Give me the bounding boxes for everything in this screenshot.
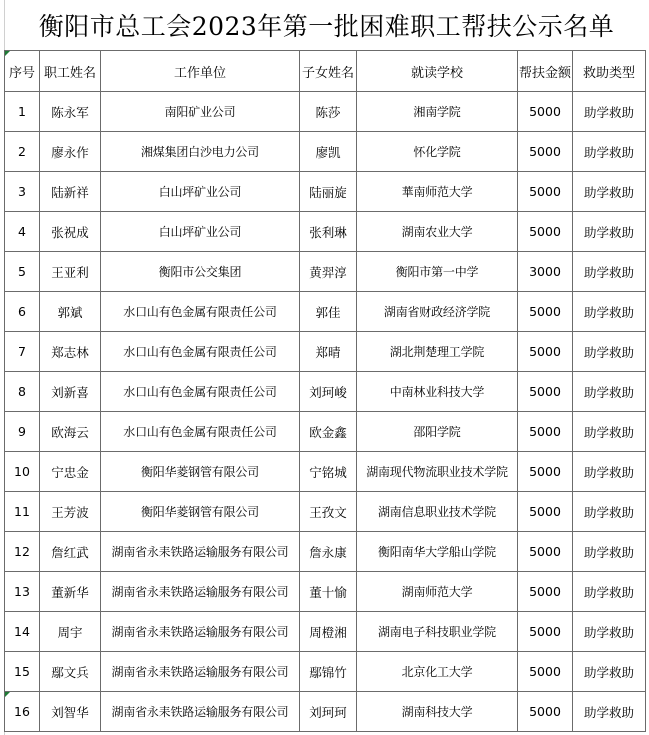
cell-child-name[interactable]: 周橙湘 bbox=[300, 612, 357, 652]
cell-aid-type[interactable]: 助学救助 bbox=[573, 492, 646, 532]
cell-school[interactable]: 怀化学院 bbox=[357, 132, 518, 172]
cell-worker-name[interactable]: 廖永作 bbox=[40, 132, 101, 172]
cell-amount[interactable]: 5000 bbox=[518, 532, 573, 572]
cell-aid-type[interactable]: 助学救助 bbox=[573, 252, 646, 292]
cell-child-name[interactable]: 郑晴 bbox=[300, 332, 357, 372]
cell-amount[interactable]: 3000 bbox=[518, 252, 573, 292]
cell-work-unit[interactable]: 水口山有色金属有限责任公司 bbox=[101, 292, 300, 332]
cell-aid-type[interactable]: 助学救助 bbox=[573, 452, 646, 492]
cell-work-unit[interactable]: 白山坪矿业公司 bbox=[101, 172, 300, 212]
cell-worker-name[interactable]: 王芳波 bbox=[40, 492, 101, 532]
cell-child-name[interactable]: 王孜文 bbox=[300, 492, 357, 532]
cell-no[interactable]: 16 bbox=[5, 692, 40, 732]
cell-no[interactable]: 8 bbox=[5, 372, 40, 412]
table-row bbox=[5, 372, 646, 412]
header-amount[interactable]: 帮扶金额 bbox=[518, 51, 573, 92]
recipient-table bbox=[4, 50, 646, 732]
cell-child-name[interactable]: 张利琳 bbox=[300, 212, 357, 252]
cell-child-name[interactable]: 刘珂珂 bbox=[300, 692, 357, 732]
table-row bbox=[5, 692, 646, 732]
cell-school[interactable]: 華南师范大学 bbox=[357, 172, 518, 212]
cell-amount[interactable]: 5000 bbox=[518, 372, 573, 412]
cell-no[interactable]: 10 bbox=[5, 452, 40, 492]
cell-worker-name[interactable]: 詹红武 bbox=[40, 532, 101, 572]
header-aid-type[interactable]: 救助类型 bbox=[573, 51, 646, 92]
cell-school[interactable]: 湖北荆楚理工学院 bbox=[357, 332, 518, 372]
table-row bbox=[5, 492, 646, 532]
cell-school[interactable]: 衡阳南华大学船山学院 bbox=[357, 532, 518, 572]
cell-work-unit[interactable]: 湘煤集团白沙电力公司 bbox=[101, 132, 300, 172]
cell-aid-type[interactable]: 助学救助 bbox=[573, 372, 646, 412]
cell-aid-type[interactable]: 助学救助 bbox=[573, 572, 646, 612]
cell-work-unit[interactable]: 南阳矿业公司 bbox=[101, 92, 300, 132]
table-row bbox=[5, 172, 646, 212]
cell-amount[interactable]: 5000 bbox=[518, 572, 573, 612]
cell-work-unit[interactable]: 湖南省永耒铁路运输服务有限公司 bbox=[101, 652, 300, 692]
table-row bbox=[5, 212, 646, 252]
cell-amount[interactable]: 5000 bbox=[518, 692, 573, 732]
cell-child-name[interactable]: 宁铭城 bbox=[300, 452, 357, 492]
cell-work-unit[interactable]: 水口山有色金属有限责任公司 bbox=[101, 412, 300, 452]
cell-school[interactable]: 湖南师范大学 bbox=[357, 572, 518, 612]
cell-aid-type[interactable]: 助学救助 bbox=[573, 292, 646, 332]
cell-worker-name[interactable]: 刘智华 bbox=[40, 692, 101, 732]
cell-work-unit[interactable]: 水口山有色金属有限责任公司 bbox=[101, 372, 300, 412]
cell-school[interactable]: 湘南学院 bbox=[357, 92, 518, 132]
cell-school[interactable]: 湖南农业大学 bbox=[357, 212, 518, 252]
header-no[interactable]: 序号 bbox=[5, 51, 40, 92]
cell-school[interactable]: 北京化工大学 bbox=[357, 652, 518, 692]
table-row bbox=[5, 612, 646, 652]
cell-worker-name[interactable]: 郑志林 bbox=[40, 332, 101, 372]
cell-worker-name[interactable]: 王亚利 bbox=[40, 252, 101, 292]
cell-worker-name[interactable]: 刘新喜 bbox=[40, 372, 101, 412]
cell-worker-name[interactable]: 周宇 bbox=[40, 612, 101, 652]
cell-amount[interactable]: 5000 bbox=[518, 332, 573, 372]
cell-school[interactable]: 湖南信息职业技术学院 bbox=[357, 492, 518, 532]
cell-aid-type[interactable]: 助学救助 bbox=[573, 332, 646, 372]
cell-no[interactable]: 12 bbox=[5, 532, 40, 572]
cell-amount[interactable]: 5000 bbox=[518, 212, 573, 252]
cell-comment-marker bbox=[5, 51, 10, 56]
cell-worker-name[interactable]: 宁忠金 bbox=[40, 452, 101, 492]
cell-work-unit[interactable]: 白山坪矿业公司 bbox=[101, 212, 300, 252]
table-row bbox=[5, 532, 646, 572]
cell-aid-type[interactable]: 助学救助 bbox=[573, 172, 646, 212]
cell-work-unit[interactable]: 衡阳华菱钢管有限公司 bbox=[101, 452, 300, 492]
cell-worker-name[interactable]: 郭斌 bbox=[40, 292, 101, 332]
cell-no[interactable]: 11 bbox=[5, 492, 40, 532]
cell-amount[interactable]: 5000 bbox=[518, 412, 573, 452]
cell-no[interactable]: 6 bbox=[5, 292, 40, 332]
cell-school[interactable]: 邵阳学院 bbox=[357, 412, 518, 452]
header-worker-name[interactable]: 职工姓名 bbox=[40, 51, 101, 92]
cell-no[interactable]: 4 bbox=[5, 212, 40, 252]
cell-work-unit[interactable]: 衡阳华菱钢管有限公司 bbox=[101, 492, 300, 532]
cell-child-name[interactable]: 陆丽旋 bbox=[300, 172, 357, 212]
cell-aid-type[interactable]: 助学救助 bbox=[573, 652, 646, 692]
cell-child-name[interactable]: 詹永康 bbox=[300, 532, 357, 572]
table-row bbox=[5, 132, 646, 172]
table-row bbox=[5, 652, 646, 692]
cell-work-unit[interactable]: 湖南省永耒铁路运输服务有限公司 bbox=[101, 612, 300, 652]
cell-worker-name[interactable]: 鄢文兵 bbox=[40, 652, 101, 692]
cell-amount[interactable]: 5000 bbox=[518, 92, 573, 132]
cell-worker-name[interactable]: 张祝成 bbox=[40, 212, 101, 252]
cell-amount[interactable]: 5000 bbox=[518, 492, 573, 532]
cell-work-unit[interactable]: 湖南省永耒铁路运输服务有限公司 bbox=[101, 532, 300, 572]
cell-worker-name[interactable]: 陈永军 bbox=[40, 92, 101, 132]
cell-no[interactable]: 1 bbox=[5, 92, 40, 132]
cell-aid-type[interactable]: 助学救助 bbox=[573, 692, 646, 732]
cell-work-unit[interactable]: 湖南省永耒铁路运输服务有限公司 bbox=[101, 572, 300, 612]
cell-no[interactable]: 15 bbox=[5, 652, 40, 692]
table-row bbox=[5, 572, 646, 612]
cell-school[interactable]: 湖南省财政经济学院 bbox=[357, 292, 518, 332]
header-work-unit[interactable]: 工作单位 bbox=[101, 51, 300, 92]
cell-no[interactable]: 9 bbox=[5, 412, 40, 452]
cell-worker-name[interactable]: 董新华 bbox=[40, 572, 101, 612]
table-row bbox=[5, 92, 646, 132]
cell-no[interactable]: 2 bbox=[5, 132, 40, 172]
cell-no[interactable]: 13 bbox=[5, 572, 40, 612]
table-row bbox=[5, 292, 646, 332]
cell-school[interactable]: 中南林业科技大学 bbox=[357, 372, 518, 412]
cell-aid-type[interactable]: 助学救助 bbox=[573, 612, 646, 652]
cell-child-name[interactable]: 廖凯 bbox=[300, 132, 357, 172]
cell-amount[interactable]: 5000 bbox=[518, 172, 573, 212]
table-row bbox=[5, 452, 646, 492]
cell-work-unit[interactable]: 湖南省永耒铁路运输服务有限公司 bbox=[101, 692, 300, 732]
cell-work-unit[interactable]: 水口山有色金属有限责任公司 bbox=[101, 332, 300, 372]
cell-no[interactable]: 3 bbox=[5, 172, 40, 212]
cell-aid-type[interactable]: 助学救助 bbox=[573, 532, 646, 572]
cell-amount[interactable]: 5000 bbox=[518, 652, 573, 692]
cell-school[interactable]: 衡阳市第一中学 bbox=[357, 252, 518, 292]
header-school[interactable]: 就读学校 bbox=[357, 51, 518, 92]
cell-worker-name[interactable]: 陆新祥 bbox=[40, 172, 101, 212]
cell-aid-type[interactable]: 助学救助 bbox=[573, 132, 646, 172]
header-row bbox=[5, 51, 646, 92]
cell-amount[interactable]: 5000 bbox=[518, 612, 573, 652]
cell-aid-type[interactable]: 助学救助 bbox=[573, 412, 646, 452]
cell-comment-marker bbox=[5, 692, 10, 697]
cell-child-name[interactable]: 鄢锦竹 bbox=[300, 652, 357, 692]
cell-child-name[interactable]: 刘珂峻 bbox=[300, 372, 357, 412]
cell-child-name[interactable]: 董十愉 bbox=[300, 572, 357, 612]
cell-no[interactable]: 7 bbox=[5, 332, 40, 372]
cell-aid-type[interactable]: 助学救助 bbox=[573, 92, 646, 132]
page-title: 衡阳市总工会2023年第一批困难职工帮扶公示名单 bbox=[38, 12, 615, 41]
cell-aid-type[interactable]: 助学救助 bbox=[573, 212, 646, 252]
cell-amount[interactable]: 5000 bbox=[518, 292, 573, 332]
cell-no[interactable]: 5 bbox=[5, 252, 40, 292]
cell-child-name[interactable]: 陈莎 bbox=[300, 92, 357, 132]
header-child-name[interactable]: 子女姓名 bbox=[300, 51, 357, 92]
cell-child-name[interactable]: 黄羿淳 bbox=[300, 252, 357, 292]
cell-child-name[interactable]: 郭佳 bbox=[300, 292, 357, 332]
table-row bbox=[5, 412, 646, 452]
cell-child-name[interactable]: 欧金鑫 bbox=[300, 412, 357, 452]
cell-school[interactable]: 湖南电子科技职业学院 bbox=[357, 612, 518, 652]
cell-work-unit[interactable]: 衡阳市公交集团 bbox=[101, 252, 300, 292]
cell-amount[interactable]: 5000 bbox=[518, 452, 573, 492]
cell-no[interactable]: 14 bbox=[5, 612, 40, 652]
cell-amount[interactable]: 5000 bbox=[518, 132, 573, 172]
cell-worker-name[interactable]: 欧海云 bbox=[40, 412, 101, 452]
table-row bbox=[5, 252, 646, 292]
cell-school[interactable]: 湖南科技大学 bbox=[357, 692, 518, 732]
table-row bbox=[5, 332, 646, 372]
cell-school[interactable]: 湖南现代物流职业技术学院 bbox=[357, 452, 518, 492]
